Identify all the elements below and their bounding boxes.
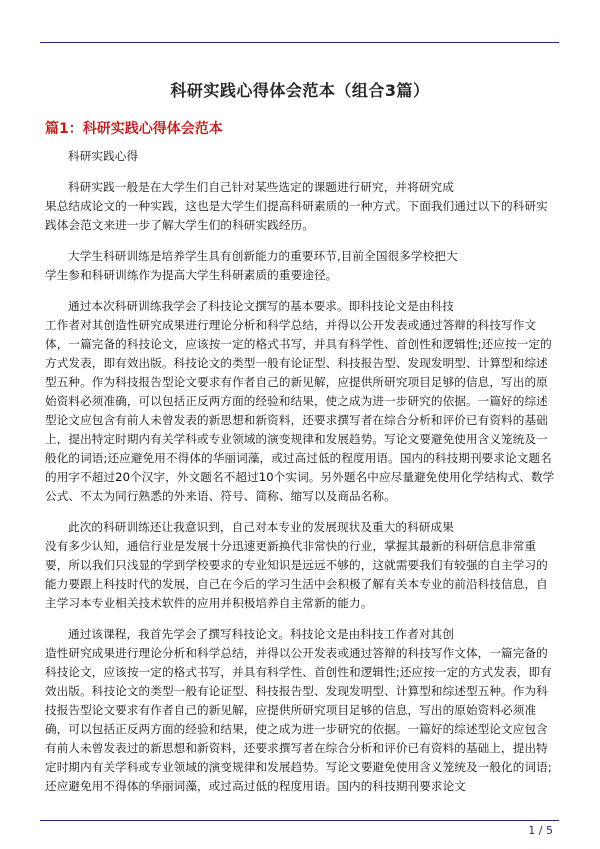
section-heading: 篇1：科研实践心得体会范本 <box>45 121 223 137</box>
paragraph-3-first-line: 通过本次科研训练我学会了科技论文撰写的基本要求。即科技论文是由科技 <box>68 299 454 313</box>
header-rule <box>40 42 559 43</box>
footer-rule <box>40 820 559 821</box>
paragraph-1-first-line: 科研实践一般是在大学生们自己针对某些选定的课题进行研究，并将研究成 <box>68 180 454 194</box>
subtitle-line: 科研实践心得 <box>68 149 139 163</box>
paragraph-4-first-line: 此次的科研训练还让我意识到，自己对本专业的发展现状及重大的科研成果 <box>68 520 454 534</box>
paragraph-5-first-line: 通过该课程，我首先学会了撰写科技论文。科技论文是由科技工作者对其创 <box>68 627 454 641</box>
paragraph-4-body: 没有多少认知，通信行业是发展十分迅速更新换代非常快的行业，掌握其最新的科研信息非常重要，所以我们只浅显的学到学校要求的专业知识是远远不够的，这就需要我们有较强的自主学习的能力要跟上科技时代的发展，自己在今后的学习生活中会积极了解有关本专业的前沿科技信息，自主学习本专业相关技术软件的应用并积极培养自主常新的能力。 <box>45 539 548 610</box>
paragraph-1-body: 果总结成论文的一种实践，这也是大学生们提高科研素质的一种方式。下面我们通过以下的科研实践体会范文来进一步了解大学生们的科研实践经历。 <box>45 199 548 232</box>
document-body <box>45 147 557 796</box>
paragraph-5-body: 造性研究成果进行理论分析和科学总结，并得以公开发表或通过答辩的科技写作文体，一篇完备的科技论文，应该按一定的格式书写，并具有科学性、首创性和逻辑性;还应按一定的方式发表，即有效出版。科技论文的类型一般有论证型、科技报告型、发现发明型、计算型和综述型五种。作为科技报告型论文要求有作者自己的新见解，应提供所研究项目足够的信息，写出的原始资料必须准确，可以包括正反两方面的经验和结果，使之成为进一步研究的依据。一篇好的综述型论文应包含有前人未曾发表过的新思想和新资料，还要求撰写者在综合分析和评价已有资料的基础上，提出特定时期内有关学科或专业领域的演变规律和发展趋势。写论文要避免使用含义笼统及一般化的词语;还应避免用不得体的华丽词藻，或过高过低的程度用语。国内的科技期刊要求论文 <box>45 646 552 793</box>
paragraph-2-body: 学生参和科研训练作为提高大学生科研素质的重要途径。 <box>45 268 338 282</box>
document-title: 科研实践心得体会范本（组合3篇） <box>170 81 430 100</box>
paragraph-2-first-line: 大学生科研训练是培养学生具有创新能力的重要环节,目前全国很多学校把大 <box>68 249 458 263</box>
page-number: 1 / 5 <box>528 824 553 837</box>
paragraph-3-body: 工作者对其创造性研究成果进行理论分析和科学总结，并得以公开发表或通过答辩的科技写作文体，一篇完备的科技论文，应该按一定的格式书写，并具有科学性、首创性和逻辑性;还应按一定的方式发表，即有效出版。科技论文的类型一般有论证型、科技报告型、发现发明型、计算型和综述型五种。作为科技报告型论文要求有作者自己的新见解，应提供所研究项目足够的信息，写出的原始资料必须准确，可以包括正反两方面的经验和结果，使之成为进一步研究的依据。一篇好的综述型论文应包含有前人未曾发表的新思想和新资料，还要求撰写者在综合分析和评价已有资料的基础上，提出特定时期内有关学科或专业领域的演变规律和发展趋势。写论文要避免使用含义笼统及一般化的词语;还应避免用不得体的华丽词藻，或过高过低的程度用语。国内的科技期刊要求论文题名的用字不超过20个汉字，外文题名不超过10个实词。另外题名中应尽量避免使用化学结构式、数学公式、不太为同行熟悉的外来语、符号、简称、缩写以及商品名称。 <box>45 318 555 503</box>
